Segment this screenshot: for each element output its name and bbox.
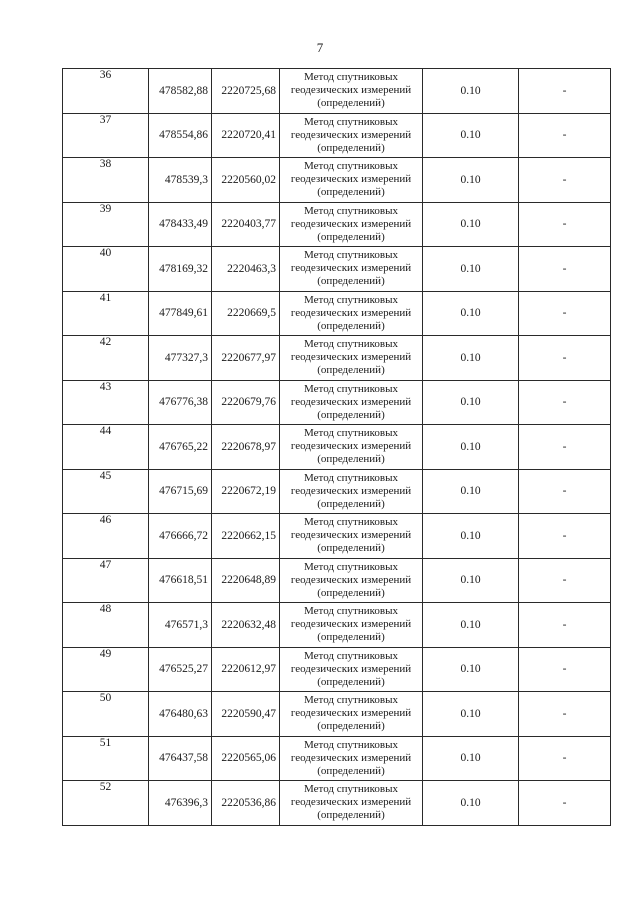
- page-number: 7: [316, 40, 324, 55]
- point-number-cell: 37: [63, 113, 149, 158]
- y-coordinate-cell: 2220590,47: [212, 692, 280, 737]
- y-coordinate-cell: 2220632,48: [212, 603, 280, 648]
- x-coordinate-cell: 476396,3: [149, 781, 212, 826]
- extra-cell: -: [519, 603, 611, 648]
- point-number-cell: 45: [63, 469, 149, 514]
- table-row: [63, 781, 611, 826]
- accuracy-cell: 0.10: [423, 647, 519, 692]
- accuracy-cell: 0.10: [423, 736, 519, 781]
- x-coordinate-cell: 476765,22: [149, 425, 212, 470]
- table-row: [63, 380, 611, 425]
- point-number-cell: 47: [63, 558, 149, 603]
- accuracy-cell: 0.10: [423, 380, 519, 425]
- x-coordinate-cell: 476776,38: [149, 380, 212, 425]
- accuracy-cell: 0.10: [423, 514, 519, 559]
- y-coordinate-cell: 2220679,76: [212, 380, 280, 425]
- point-number-cell: 38: [63, 158, 149, 203]
- method-cell: Метод спутниковых геодезических измерений (определений): [280, 781, 423, 826]
- extra-cell: -: [519, 202, 611, 247]
- accuracy-cell: 0.10: [423, 425, 519, 470]
- extra-cell: -: [519, 291, 611, 336]
- method-cell: Метод спутниковых геодезических измерений (определений): [280, 469, 423, 514]
- accuracy-cell: 0.10: [423, 247, 519, 292]
- accuracy-cell: 0.10: [423, 202, 519, 247]
- table-row: [63, 113, 611, 158]
- accuracy-cell: 0.10: [423, 469, 519, 514]
- extra-cell: -: [519, 558, 611, 603]
- point-number-cell: 36: [63, 69, 149, 114]
- accuracy-cell: 0.10: [423, 558, 519, 603]
- x-coordinate-cell: 477327,3: [149, 336, 212, 381]
- y-coordinate-cell: 2220536,86: [212, 781, 280, 826]
- method-cell: Метод спутниковых геодезических измерений (определений): [280, 336, 423, 381]
- table-row: [63, 425, 611, 470]
- point-number-cell: 51: [63, 736, 149, 781]
- accuracy-cell: 0.10: [423, 603, 519, 648]
- method-cell: Метод спутниковых геодезических измерений (определений): [280, 603, 423, 648]
- point-number-cell: 44: [63, 425, 149, 470]
- x-coordinate-cell: 477849,61: [149, 291, 212, 336]
- accuracy-cell: 0.10: [423, 692, 519, 737]
- point-number-cell: 43: [63, 380, 149, 425]
- extra-cell: -: [519, 469, 611, 514]
- extra-cell: -: [519, 158, 611, 203]
- extra-cell: -: [519, 425, 611, 470]
- y-coordinate-cell: 2220725,68: [212, 69, 280, 114]
- extra-cell: -: [519, 336, 611, 381]
- method-cell: Метод спутниковых геодезических измерений (определений): [280, 692, 423, 737]
- y-coordinate-cell: 2220565,06: [212, 736, 280, 781]
- point-number-cell: 50: [63, 692, 149, 737]
- table-row: [63, 202, 611, 247]
- y-coordinate-cell: 2220403,77: [212, 202, 280, 247]
- point-number-cell: 46: [63, 514, 149, 559]
- method-cell: Метод спутниковых геодезических измерений (определений): [280, 647, 423, 692]
- method-cell: Метод спутниковых геодезических измерений (определений): [280, 558, 423, 603]
- method-cell: Метод спутниковых геодезических измерений (определений): [280, 113, 423, 158]
- extra-cell: -: [519, 113, 611, 158]
- accuracy-cell: 0.10: [423, 336, 519, 381]
- table-row: [63, 336, 611, 381]
- x-coordinate-cell: 476525,27: [149, 647, 212, 692]
- extra-cell: -: [519, 514, 611, 559]
- method-cell: Метод спутниковых геодезических измерений (определений): [280, 202, 423, 247]
- table-row: [63, 69, 611, 114]
- y-coordinate-cell: 2220662,15: [212, 514, 280, 559]
- y-coordinate-cell: 2220678,97: [212, 425, 280, 470]
- coordinates-table: [62, 68, 611, 826]
- x-coordinate-cell: 478539,3: [149, 158, 212, 203]
- extra-cell: -: [519, 247, 611, 292]
- accuracy-cell: 0.10: [423, 291, 519, 336]
- table-row: [63, 291, 611, 336]
- x-coordinate-cell: 478582,88: [149, 69, 212, 114]
- point-number-cell: 52: [63, 781, 149, 826]
- table-row: [63, 603, 611, 648]
- table-row: [63, 247, 611, 292]
- point-number-cell: 40: [63, 247, 149, 292]
- y-coordinate-cell: 2220463,3: [212, 247, 280, 292]
- point-number-cell: 42: [63, 336, 149, 381]
- x-coordinate-cell: 476715,69: [149, 469, 212, 514]
- method-cell: Метод спутниковых геодезических измерений (определений): [280, 247, 423, 292]
- table-row: [63, 514, 611, 559]
- table-row: [63, 469, 611, 514]
- point-number-cell: 41: [63, 291, 149, 336]
- point-number-cell: 48: [63, 603, 149, 648]
- x-coordinate-cell: 476618,51: [149, 558, 212, 603]
- x-coordinate-cell: 476480,63: [149, 692, 212, 737]
- extra-cell: -: [519, 647, 611, 692]
- table-row: [63, 736, 611, 781]
- method-cell: Метод спутниковых геодезических измерений (определений): [280, 158, 423, 203]
- accuracy-cell: 0.10: [423, 781, 519, 826]
- accuracy-cell: 0.10: [423, 69, 519, 114]
- x-coordinate-cell: 478554,86: [149, 113, 212, 158]
- x-coordinate-cell: 476666,72: [149, 514, 212, 559]
- accuracy-cell: 0.10: [423, 113, 519, 158]
- x-coordinate-cell: 478433,49: [149, 202, 212, 247]
- method-cell: Метод спутниковых геодезических измерений (определений): [280, 380, 423, 425]
- extra-cell: -: [519, 781, 611, 826]
- y-coordinate-cell: 2220672,19: [212, 469, 280, 514]
- x-coordinate-cell: 476437,58: [149, 736, 212, 781]
- method-cell: Метод спутниковых геодезических измерений (определений): [280, 425, 423, 470]
- y-coordinate-cell: 2220612,97: [212, 647, 280, 692]
- x-coordinate-cell: 478169,32: [149, 247, 212, 292]
- table-row: [63, 558, 611, 603]
- method-cell: Метод спутниковых геодезических измерений (определений): [280, 514, 423, 559]
- accuracy-cell: 0.10: [423, 158, 519, 203]
- y-coordinate-cell: 2220560,02: [212, 158, 280, 203]
- point-number-cell: 39: [63, 202, 149, 247]
- y-coordinate-cell: 2220720,41: [212, 113, 280, 158]
- y-coordinate-cell: 2220669,5: [212, 291, 280, 336]
- y-coordinate-cell: 2220648,89: [212, 558, 280, 603]
- y-coordinate-cell: 2220677,97: [212, 336, 280, 381]
- table-row: [63, 647, 611, 692]
- extra-cell: -: [519, 736, 611, 781]
- extra-cell: -: [519, 69, 611, 114]
- method-cell: Метод спутниковых геодезических измерений (определений): [280, 291, 423, 336]
- table-row: [63, 692, 611, 737]
- method-cell: Метод спутниковых геодезических измерений (определений): [280, 736, 423, 781]
- extra-cell: -: [519, 692, 611, 737]
- point-number-cell: 49: [63, 647, 149, 692]
- coordinates-table-body: [63, 69, 611, 826]
- extra-cell: -: [519, 380, 611, 425]
- method-cell: Метод спутниковых геодезических измерений (определений): [280, 69, 423, 114]
- x-coordinate-cell: 476571,3: [149, 603, 212, 648]
- table-row: [63, 158, 611, 203]
